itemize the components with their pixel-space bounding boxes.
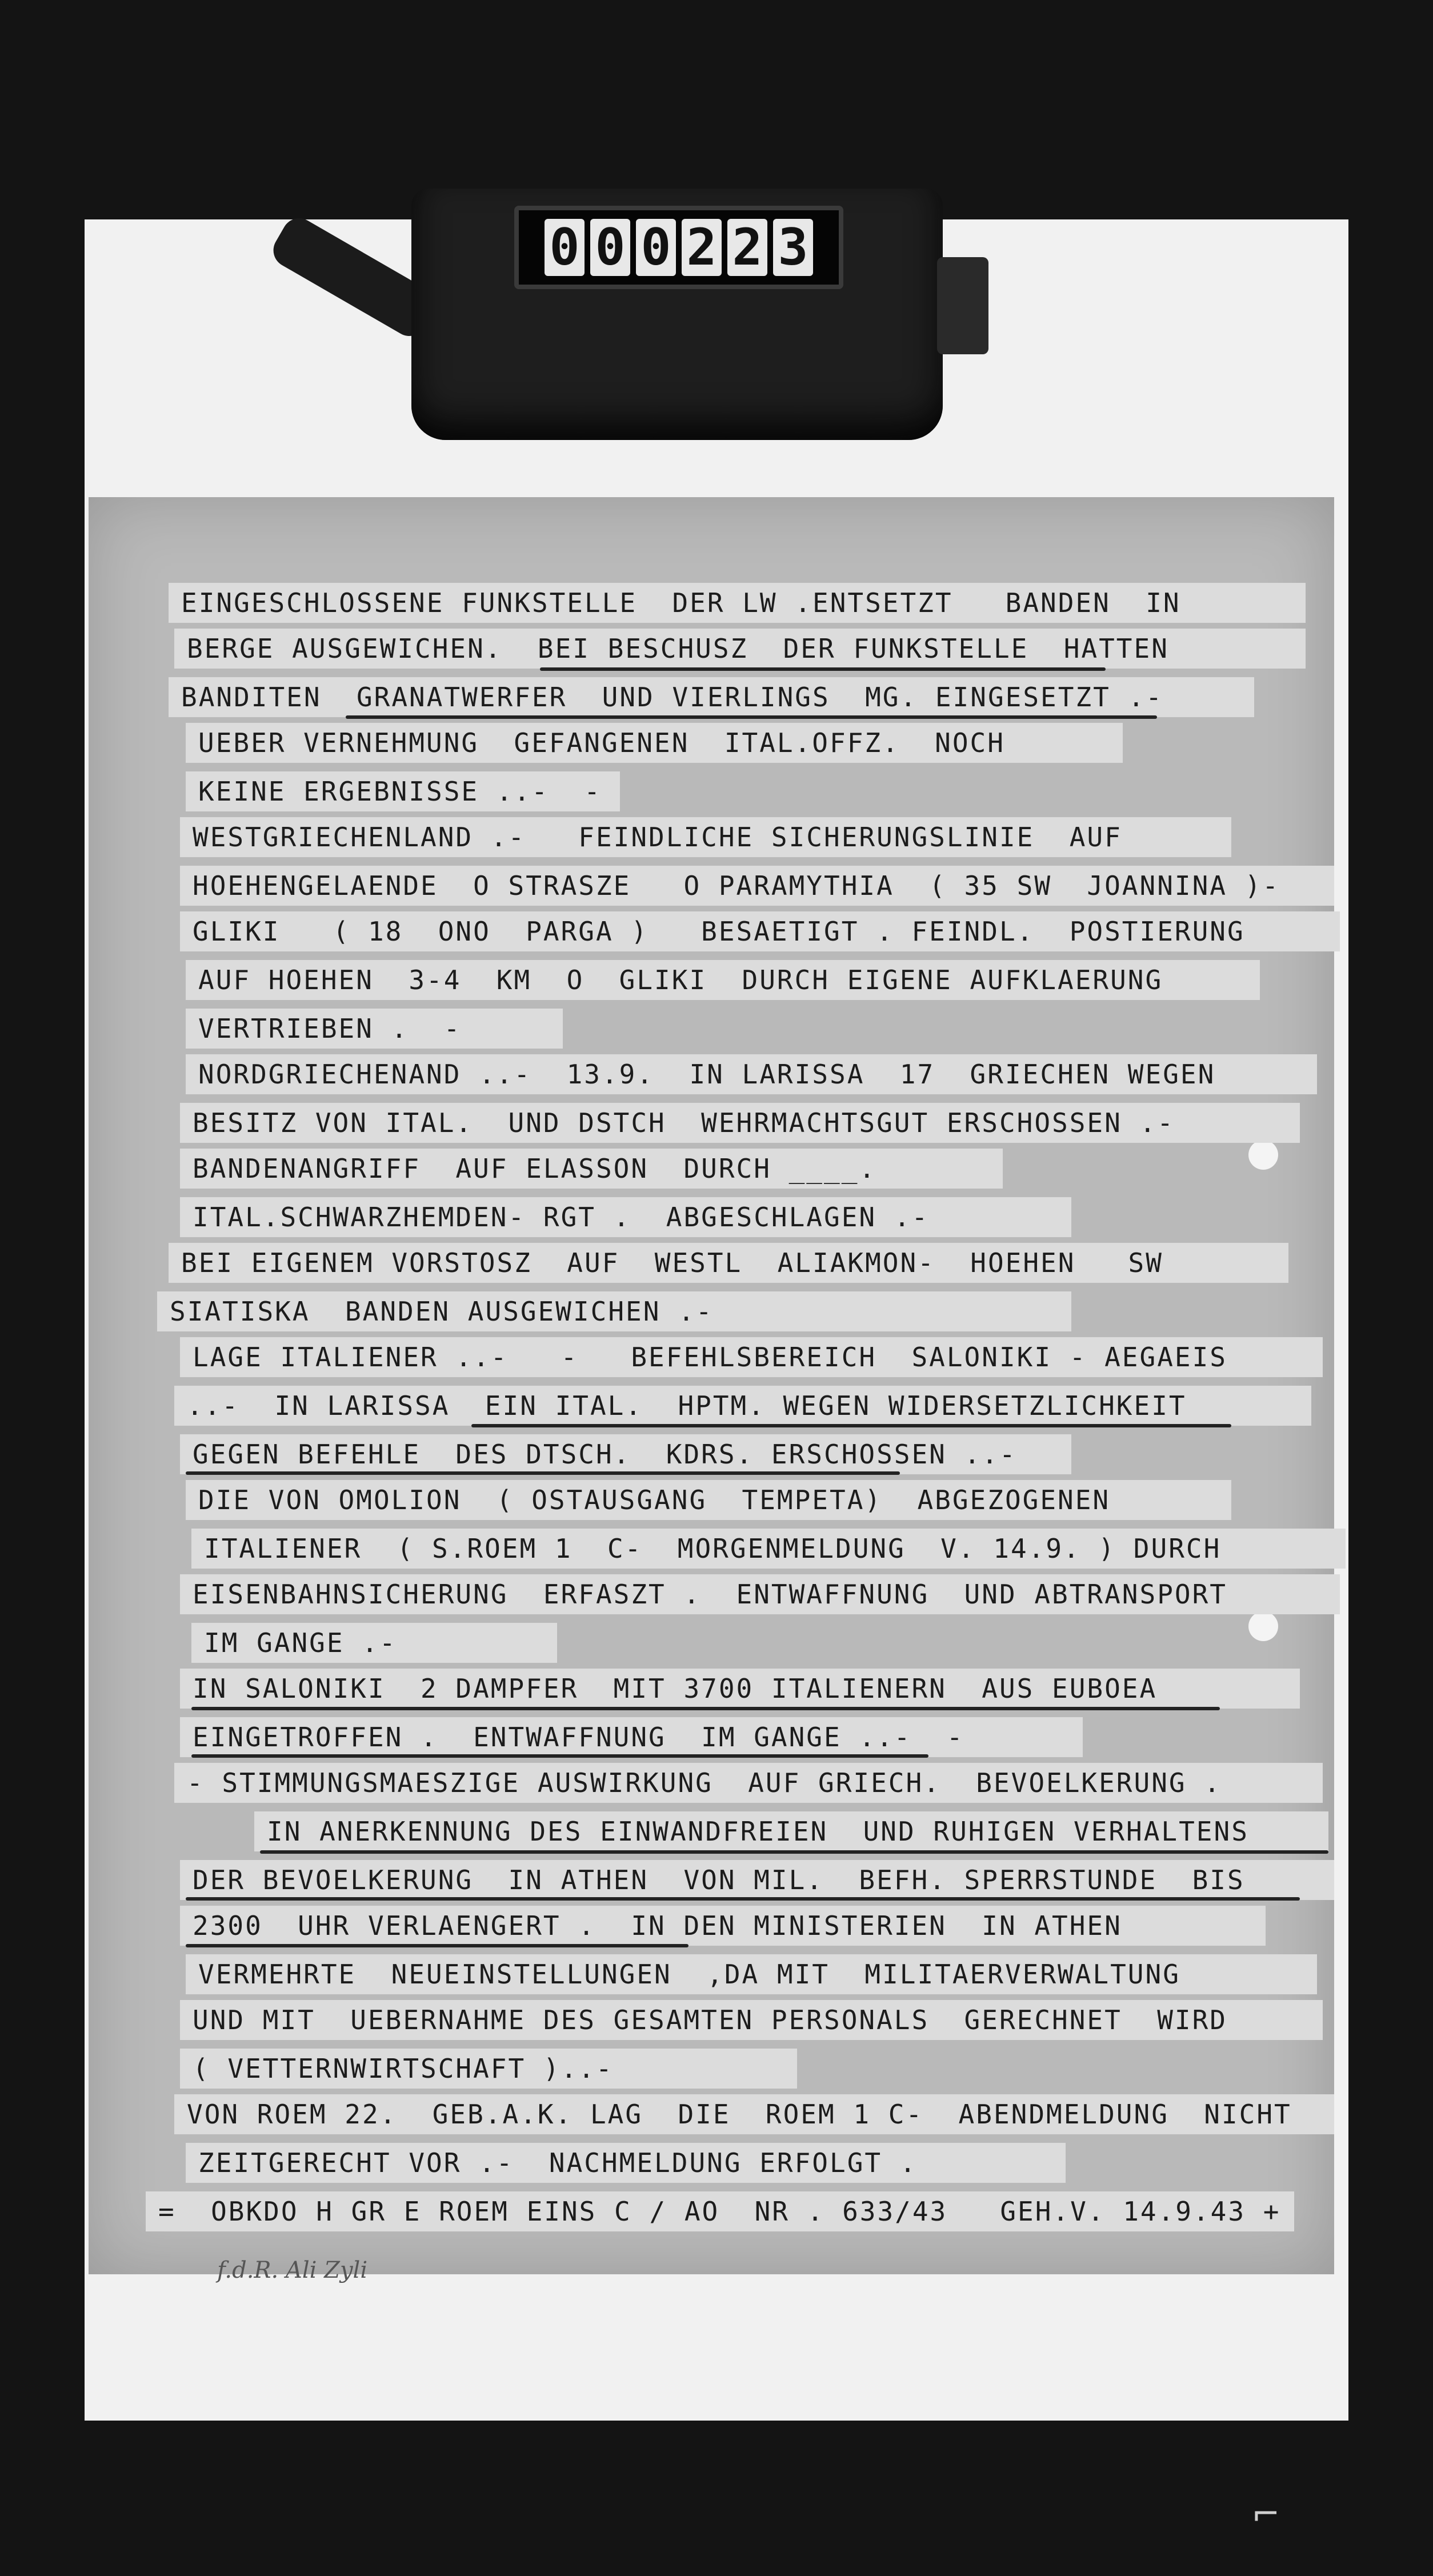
handwritten-underline — [191, 1754, 928, 1758]
handwritten-note: f.d.R. Ali Zyli — [217, 2257, 368, 2283]
telegram-line: BESITZ VON ITAL. UND DSTCH WEHRMACHTSGUT ERSCHOSSEN .- — [180, 1103, 1300, 1143]
telegram-line: IM GANGE .- — [191, 1623, 557, 1663]
handwritten-underline — [186, 1471, 900, 1475]
telegram-line: UEBER VERNEHMUNG GEFANGENEN ITAL.OFFZ. NOCH — [186, 723, 1123, 763]
telegram-line: DIE VON OMOLION ( OSTAUSGANG TEMPETA) ABGEZOGENEN — [186, 1480, 1231, 1520]
corner-mark: ⌐ — [1251, 2494, 1280, 2534]
telegram-document — [89, 497, 1334, 2274]
telegram-line: ( VETTERNWIRTSCHAFT )..- — [180, 2049, 797, 2089]
telegram-line: BANDITEN GRANATWERFER UND VIERLINGS MG. EINGESETZT .- — [169, 677, 1254, 717]
telegram-line: BANDENANGRIFF AUF ELASSON DURCH ____. — [180, 1149, 1003, 1189]
telegram-line: GLIKI ( 18 ONO PARGA ) BESAETIGT . FEINDL. POSTIERUNG — [180, 911, 1340, 951]
handwritten-underline — [260, 1850, 1328, 1854]
telegram-line: EINGETROFFEN . ENTWAFFNUNG IM GANGE ..- - — [180, 1717, 1083, 1757]
telegram-line: EINGESCHLOSSENE FUNKSTELLE DER LW .ENTSETZT BANDEN IN — [169, 583, 1306, 623]
telegram-line: ITAL.SCHWARZHEMDEN- RGT . ABGESCHLAGEN .- — [180, 1197, 1071, 1237]
telegram-line: = OBKDO H GR E ROEM EINS C / AO NR . 633/43 GEH.V. 14.9.43 + — [146, 2191, 1294, 2231]
counter-digit: 2 — [682, 219, 722, 276]
telegram-line: WESTGRIECHENLAND .- FEINDLICHE SICHERUNGSLINIE AUF — [180, 817, 1231, 857]
telegram-text — [89, 497, 1334, 2274]
handwritten-underline — [471, 1424, 1231, 1427]
handwritten-underline — [186, 1897, 1300, 1901]
handwritten-underline — [186, 1944, 689, 1947]
telegram-line: LAGE ITALIENER ..- - BEFEHLSBEREICH SALONIKI - AEGAEIS — [180, 1337, 1323, 1377]
telegram-line: UND MIT UEBERNAHME DES GESAMTEN PERSONALS GERECHNET WIRD — [180, 2000, 1323, 2040]
counter-digit: 0 — [545, 219, 585, 276]
telegram-line: ..- IN LARISSA EIN ITAL. HPTM. WEGEN WIDERSETZLICHKEIT — [174, 1386, 1311, 1426]
counter-digit: 2 — [727, 219, 767, 276]
telegram-line: BEI EIGENEM VORSTOSZ AUF WESTL ALIAKMON- HOEHEN SW — [169, 1243, 1288, 1283]
telegram-line: IN SALONIKI 2 DAMPFER MIT 3700 ITALIENERN AUS EUBOEA — [180, 1669, 1300, 1709]
telegram-line: SIATISKA BANDEN AUSGEWICHEN .- — [157, 1291, 1071, 1331]
counter-digit: 3 — [773, 219, 813, 276]
telegram-line: DER BEVOELKERUNG IN ATHEN VON MIL. BEFH. SPERRSTUNDE BIS — [180, 1860, 1334, 1900]
telegram-line: BERGE AUSGEWICHEN. BEI BESCHUSZ DER FUNKSTELLE HATTEN — [174, 629, 1306, 669]
telegram-line: IN ANERKENNUNG DES EINWANDFREIEN UND RUHIGEN VERHALTENS — [254, 1811, 1328, 1851]
telegram-line: NORDGRIECHENAND ..- 13.9. IN LARISSA 17 GRIECHEN WEGEN — [186, 1054, 1317, 1094]
telegram-line: AUF HOEHEN 3-4 KM O GLIKI DURCH EIGENE AUFKLAERUNG — [186, 960, 1260, 1000]
handwritten-underline — [540, 667, 1106, 671]
handwritten-underline — [346, 715, 1157, 719]
telegram-line: ZEITGERECHT VOR .- NACHMELDUNG ERFOLGT . — [186, 2143, 1066, 2183]
telegram-line: HOEHENGELAENDE O STRASZE O PARAMYTHIA ( 35 SW JOANNINA )- — [180, 866, 1334, 906]
counter-digit: 0 — [590, 219, 630, 276]
telegram-line: 2300 UHR VERLAENGERT . IN DEN MINISTERIEN IN ATHEN — [180, 1906, 1266, 1946]
telegram-line: VERTRIEBEN . - — [186, 1009, 563, 1049]
telegram-line: VERMEHRTE NEUEINSTELLUNGEN ,DA MIT MILITAERVERWALTUNG — [186, 1954, 1317, 1994]
frame-counter-display — [514, 206, 843, 289]
telegram-line: - STIMMUNGSMAESZIGE AUSWIRKUNG AUF GRIECH. BEVOELKERUNG . — [174, 1763, 1323, 1803]
counter-digit: 0 — [636, 219, 676, 276]
handwritten-underline — [191, 1707, 1220, 1710]
counter-knob — [937, 257, 988, 354]
telegram-line: GEGEN BEFEHLE DES DTSCH. KDRS. ERSCHOSSEN ..- — [180, 1434, 1071, 1474]
telegram-line: EISENBAHNSICHERUNG ERFASZT . ENTWAFFNUNG UND ABTRANSPORT — [180, 1574, 1340, 1614]
telegram-line: KEINE ERGEBNISSE ..- - — [186, 771, 620, 811]
telegram-line: VON ROEM 22. GEB.A.K. LAG DIE ROEM 1 C- ABENDMELDUNG NICHT — [174, 2094, 1334, 2134]
telegram-line: ITALIENER ( S.ROEM 1 C- MORGENMELDUNG V. 14.9. ) DURCH — [191, 1529, 1346, 1569]
